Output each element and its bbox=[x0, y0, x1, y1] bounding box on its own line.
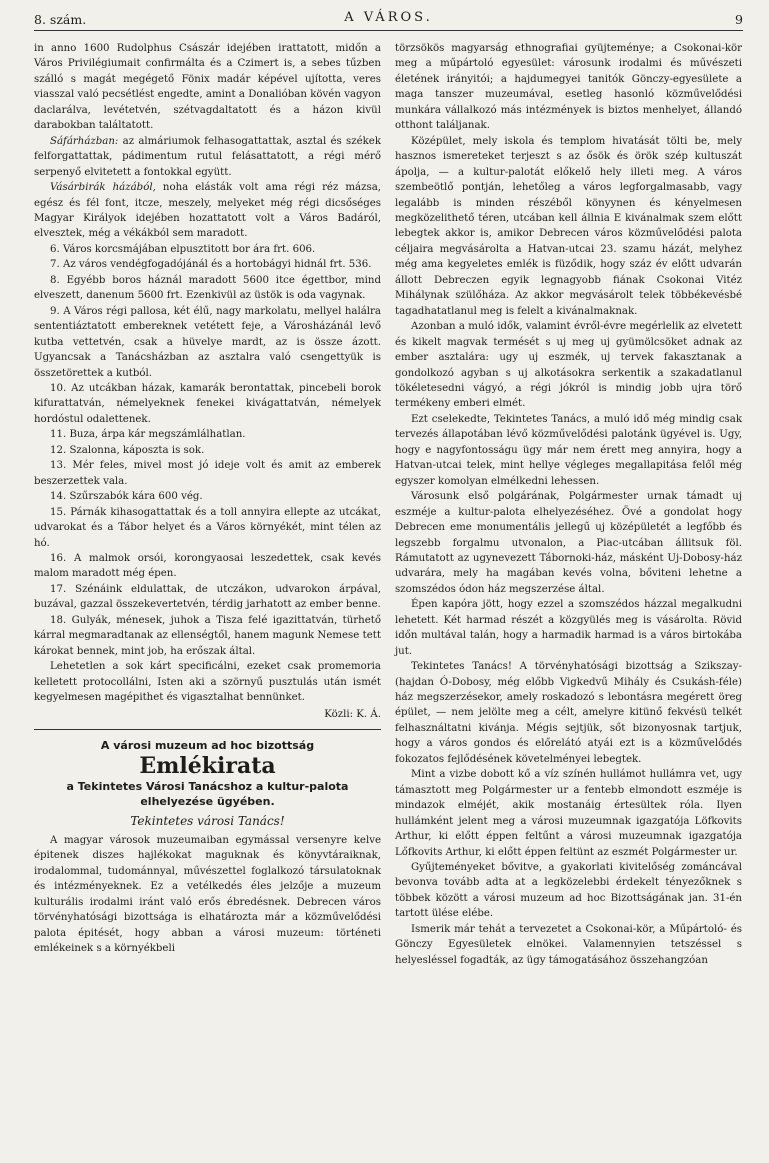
paragraph-body: az almáriumok felhasogattattak, asztal és székek felforgattattak, pádimentum rutul felásattatott, a régi mérő serpenyő elvitetett a fontokkal együtt. bbox=[34, 135, 381, 178]
article-title: Emlékirata bbox=[139, 752, 276, 779]
paragraph: Lehetetlen a sok kárt specificálni, ezeket csak promemoria kelletett protocollálni, Isten aki a szörnyű pusztulás után ismét kegyelmesen magépithet és vigasztalhat bennünket. bbox=[34, 661, 381, 704]
paragraph: Középület, mely iskola és templom hivatását tölti be, mely hasznos ismereteket terjeszt s az ősök és örök szép kultuszát ápolja, — a kultur-palotát előkelő hely illeti meg. A város szembeötlő pontján, lehetőleg a város legforgalmasabb, vagy legalább is minden részéből könyynen és kényelmesen megközelithető téren, utcában kell állnia E kivánalmak szem előtt lebegtek akkor is, amikor Debrecen város közművelődési palota céljaira megvásárolta a Hatvan-utcai 23. szamu házát, melyhez még ama kegyeletes emlék is füződik, hogy száz év előtt udvarán állott Debreczen egyik legnagyobb fiának Csokonai Vitéz Mihálynak szülőháza. Az akkor megvásárolt telek többékevésbé tagadhatatlanul meg is felelt a kivánalmaknak. bbox=[395, 135, 742, 317]
paragraph: Gyűjteményeket bővitve, a gyakorlati kivitelőség zománcával bevonva tovább adta at a legközelebbi érdekelt tényezőknek s többek között a városi muzeum ad hoc Bizottságának jan. 31-én tartott ülése elébe. bbox=[395, 862, 742, 920]
publication-title: A VÁROS. bbox=[344, 10, 433, 25]
right-column bbox=[395, 41, 742, 968]
paragraph: Épen kapóra jött, hogy ezzel a szomszédos házzal megalkudni lehetett. Két harmad részét a közgyülés meg is vásárolta. Rövid időn multával talán, hogy a harmadik harmad is a város birtokába jut. bbox=[395, 599, 742, 657]
list-item: 11. Buza, árpa kár megszámlálhatlan. bbox=[50, 429, 246, 441]
running-head bbox=[34, 10, 743, 28]
paragraph bbox=[34, 134, 381, 180]
paragraph: Azonban a muló idők, valamint évről-évre megérlelik az elvetett és kikelt magvak termését s uj meg uj gyümölcsöket adnak az ember asztalára: ugy uj eszmék, uj tervek fakasztanak a gondolkozó agyban s uj alkotásokra serkentik a szakadatlanul tökéletesedni vágyó, a régi jókról is mindig jobb ujra törő termékeny emberi elmét. bbox=[395, 321, 742, 410]
list-item: 18. Gulyák, ménesek, juhok a Tisza felé igazittatván, türhető kárral megmaradtanak az ellenségtől, hanem magunk Nemese tett károkat bennek, mint job, ha erőszak által. bbox=[34, 614, 381, 657]
page-number: 9 bbox=[735, 12, 743, 27]
list-item: 16. A malmok orsói, korongyaosai leszedettek, csak kevés malom maradott még épen. bbox=[34, 552, 381, 580]
paragraph: Ismerik már tehát a tervezetet a Csokonai-kör, a Műpártoló- és Gönczy Egyesületek elnökei. Valamennyien tetszéssel s helyesléssel fogadták, az ügy támogatásához összehangzóan bbox=[395, 923, 742, 966]
list-item: 9. A Város régi pallosa, két élű, nagy markolatu, mellyel halálra sententiáztatott embereknek vetétett feje, a Városházánál levő kutba vettetvén, csak a hüvelye mardt, az is össze ázott. Ugyancsak a Tanácsházban az asztalra való csengettyük is összetörettek a kutból. bbox=[34, 305, 381, 379]
list-item: 13. Mér feles, mivel most jó ideje volt és amit az emberek beszerzettek vala. bbox=[34, 460, 381, 487]
list-item: 15. Párnák kihasogattattak és a toll annyira ellepte az utcákat, udvarokat és a Tábor helyet és a Város környékét, mint télen az hó. bbox=[34, 506, 381, 549]
paragraph: törzsökös magyarság ethnografiai gyüjteménye; a Csokonai-kör meg a műpártoló egyesület: városunk irodalmi és művészeti életének irányitói; a hajdumegyei tanitók Gönczy-egyesülete a maga tanszer muzeumával, esetleg hasonló közművelődési munkára vállalkozó más intézmények is biztos menhelyet, állandó otthont találjanak. bbox=[395, 43, 742, 132]
paragraph-lead: Sáfárházban: bbox=[50, 135, 119, 147]
article-separator bbox=[34, 729, 381, 730]
paragraph-body: noha elásták volt ama régi réz mázsa, egész és fél font, itcze, meszely, melyeket még régi dicsőséges Magyar Királyok idejében hozattatott volt a Város Badáról, elvesztek, még a vékákból sem maradott. bbox=[34, 182, 382, 240]
list-item: 10. Az utcákban házak, kamarák berontattak, pincebeli borok kifurattatván, némelyeknek fenekei kivágattatván, némelyek hordóstul odalettenek. bbox=[34, 382, 381, 425]
header-rule bbox=[34, 30, 743, 31]
article-heading: A városi muzeum ad hoc bizottság bbox=[100, 738, 315, 752]
salutation: Tekintetes városi Tanács! bbox=[130, 813, 285, 828]
issue-number: 8. szám. bbox=[34, 12, 87, 27]
paragraph-lead: Vásárbirák házából, bbox=[50, 182, 156, 194]
paragraph bbox=[34, 180, 381, 242]
signature: Közli: K. Á. bbox=[324, 709, 381, 721]
list-item: 8. Egyébb boros háznál maradott 5600 itce égettbor, mind elveszett, danenum 5600 frt. Ezenkivül az üstök is oda vagynak. bbox=[34, 274, 381, 302]
paragraph: in anno 1600 Rudolphus Császár idejében irattatott, midőn a Város Privilégiumait confirmálta és a Czimert is, a sebes tűzben szálló s magát megégető Fönix madár képével ujította, veres viasszal való pecsétlést engedte, amint a Donalióban kövén vagyon daclarálva, levétetvén, szétvagdaltatott és a házon kivül darabokban találtatott. bbox=[34, 43, 381, 132]
paragraph: A magyar városok muzeumaiban egymással versenyre kelve épitenek diszes hajlékokat maguknak és könyvtáraiknak, irodalommal, tudománnyal, művészettel foglalkozó társulatoknak és intézményeknek. Ez a vetélkedés éles jelzője a muzeum kulturális irodalmi iránt való erős ébredésnek. Debrecen város törvényhatósági bizottsága is elhatározta már a közművelődési palota épitését, hogy abban a városi muzeum: történeti emlékeinek s a környékbeli bbox=[34, 834, 381, 955]
list-item: 7. Az város vendégfogadójánál és a hortobágyi hidnál frt. 536. bbox=[50, 259, 372, 271]
list-item: 14. Szűrszabók kára 600 vég. bbox=[50, 491, 203, 503]
list-item: 17. Szénáink eldulattak, de utczákon, udvarokon árpával, buzával, gazzal összekevertetvén, térdig jarhatott az ember benne. bbox=[34, 583, 381, 611]
text-columns bbox=[34, 41, 743, 968]
list-item: 6. Város korcsmájában elpusztitott bor ára frt. 606. bbox=[50, 243, 316, 255]
article-subheading: a Tekintetes Városi Tanácshoz a kultur-palota elhelyezése ügyében. bbox=[66, 779, 349, 808]
list-item: 12. Szalonna, káposzta is sok. bbox=[50, 444, 205, 456]
paragraph: Tekintetes Tanács! A törvényhatósági bizottság a Szikszay- (hajdan Ó-Dobosy, még előbb Vigkedvű Mihály és Csukásh-féle) ház megszerzésekor, amely roskadozó s lebontásra megérett öreg épület, — nem jelölte meg a célt, amelyre kitünő fekvésü telkét felhasználtatni kivánja. Mégis sejtjük, sőt bizonyosnak tartjuk, hogy a város gondos és előrelátó atyái ezt is a közművelődés fokozatos fejlődésének követelményei lebegtek. bbox=[395, 661, 742, 765]
paragraph: Ezt cselekedte, Tekintetes Tanács, a muló idő még mindig csak tervezés állapotában lévő közművelődési palotánk ügyével is. Ugy, hogy e nagyfontosságu ügy már nem érett meg annyira, hogy a Hatvan-utcai telek, mint hellye végleges megallapitása felől még egyszer komolyan elmélkedni lehessen. bbox=[395, 413, 742, 487]
left-column bbox=[34, 41, 381, 968]
paragraph: Városunk első polgárának, Polgármester urnak támadt uj eszméje a kultur-palota elhelyezéséhez. Övé a gondolat hogy Debrecen eme monumentális jellegű uj középületét a legfőbb és legszebb forgalmu utvonalon, a Piac-utcában állitsuk föl. Rámutatott az ugynevezett Tábornoki-ház, másként Uj-Dobosy-ház udvarára, mely ha magában kevés volna, bőviteni lehetne a szomszédos ódon ház megszerzése által. bbox=[395, 491, 742, 595]
paragraph: Mint a vizbe dobott kő a víz színén hullámot hullámra vet, ugy támasztott meg Polgármester ur a fentebb elmondott eszméje is mindazok elméjét, akik mostanáig értesültek róla. Ilyen hullámként jelent meg a városi muzeumnak igazgatója Löfkovits Arthur, ki előtt éppen feltűnt a városi muzeumnak igazgatója Lőfkovits Arthur, ki előtt éppen feltünt az eszmét Polgármester ur. bbox=[395, 769, 742, 858]
